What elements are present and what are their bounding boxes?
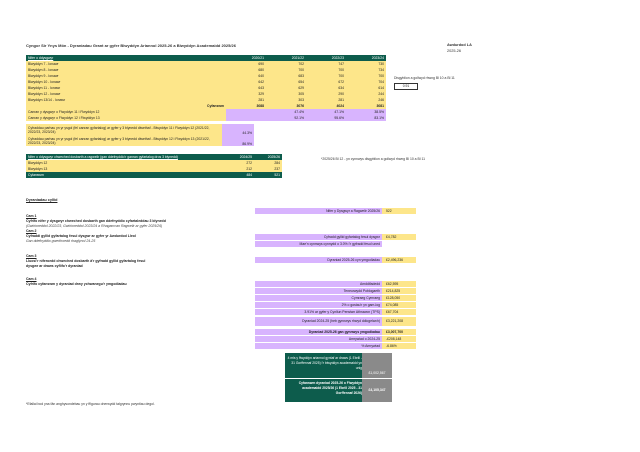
cell: 38.5%	[346, 109, 386, 115]
kv-value: £4,782	[382, 234, 416, 240]
step-1-values	[255, 208, 416, 215]
step-note: Gan ddefnyddio gwerthoedd rhagfynol 24-25	[26, 239, 96, 243]
cell: 47.4%	[266, 109, 306, 115]
cell: 3088	[226, 103, 266, 109]
total-label: Cyfanswm	[26, 103, 226, 109]
cell: 700	[266, 67, 306, 73]
cell: 680	[226, 67, 266, 73]
cell: 683	[266, 73, 306, 79]
kv-value: £62,595	[382, 281, 416, 287]
row-label: Cyfraddau parhau yn yr ysgol (fel canran gyfartalog) ar gyfer y 3 blynedd diwethaf - Blwyddyn 11 i Flwyddyn 12 (2021/22, 2022/23, 2023/24)	[26, 124, 222, 135]
header-year: 2025/26	[254, 154, 282, 160]
kv-key: Dyraniad 2025-26 cyn ymgodiadau	[255, 257, 382, 263]
step-2	[26, 229, 226, 244]
step-3	[26, 254, 156, 269]
table-header	[26, 154, 282, 160]
cell: 654	[266, 79, 306, 85]
projection-table	[26, 154, 282, 178]
row-label: Blwyddyn 13	[26, 166, 226, 172]
kv-value: £74,085	[382, 302, 416, 308]
cell: 237	[254, 166, 282, 172]
kv-key: Cymraeg Cymraeg	[255, 295, 382, 301]
row-label: Blwyddyn 9 - Ionawr	[26, 73, 226, 79]
kv-row	[255, 309, 416, 315]
row-label: Blwyddyn 13/14 - Ionawr	[26, 97, 226, 103]
cell: 212	[226, 166, 254, 172]
page-title: Cyngor Sir Ynys Môn - Dyraniadau Grant ar gyfer Blwyddyn Ariannol 2025-26 a Blwyddyn Academaidd 2025/26	[26, 43, 236, 48]
row-label: Blwyddyn 8 - Ionawr	[26, 67, 226, 73]
step-description: Cyfraddi gyllid gyfartalog fesul dysgwr ar gyfer yr Awdurdod Lleol	[26, 234, 136, 238]
kv-value: 522	[382, 208, 416, 214]
kv-row	[255, 257, 416, 263]
cell: 640	[226, 73, 266, 79]
cell: 614	[346, 85, 386, 91]
total-allocation-value: £4,105,347	[362, 379, 392, 402]
step-heading: Cam 1	[26, 214, 37, 218]
cell: 86.9%	[222, 135, 254, 146]
cell: 521	[254, 172, 282, 178]
cell: 281	[226, 97, 266, 103]
cell: 303	[266, 97, 306, 103]
kv-row	[255, 336, 416, 342]
cell: 672	[306, 79, 346, 85]
row-label: Canran y dysgwyr o Flwyddyn 12 i Flwyddyn 13	[26, 115, 226, 121]
header-year: 2020/21	[226, 55, 266, 61]
kv-row	[255, 288, 416, 294]
step-3-values	[255, 257, 416, 264]
cell: 3081	[346, 103, 386, 109]
cell: 290	[306, 91, 346, 97]
kv-value: -6.86%	[382, 343, 416, 349]
row-label: Blwyddyn 10 - Ionawr	[26, 79, 226, 85]
kv-key: 3.91% ar gyfer y Cynllun Pensiwn Athrawon (TPS)	[255, 309, 382, 315]
kv-value: £67,704	[382, 309, 416, 315]
header-year: 2021/22	[266, 55, 306, 61]
kv-key: Amddifadedd	[255, 281, 382, 287]
header-label: Nifer o ddysgwyr chweched dosbarth a ragwelir (gan ddefnyddio'r ganran gyfartalog dros 3 blynedd)	[26, 154, 226, 160]
kv-key: Mae'n cynnwys cynnydd o 3.0% i'r gyfradd fesul uned	[255, 241, 382, 247]
cell: 272	[226, 160, 254, 166]
row-label: Cyfraddau parhau yn yr ysgol (fel canran gyfartalog) ar gyfer y 3 blynedd diwethaf - Blwyddyn 12 i Flwyddyn 13 (2021/22, 2022/23, 2023/24)	[26, 135, 222, 146]
authority-label: Awdurdod LA	[447, 43, 472, 47]
kv-value: -£208,148	[382, 336, 416, 342]
cell: 643	[226, 85, 266, 91]
kv-key: % Amrywiad	[255, 343, 382, 349]
section-title: Dyraniadau cyllid	[26, 198, 58, 202]
cell: 484	[226, 172, 254, 178]
cell: 95.6%	[306, 115, 346, 121]
projection-note: *2025/26 Bl 12 - yn cynnwys disgyblion a gollwyd rhwng Bl 10 a Bl 11	[321, 157, 425, 161]
four-month-value: £1,002,567	[362, 353, 392, 378]
cell: 284	[254, 160, 282, 166]
cell: 47.1%	[306, 109, 346, 115]
kv-row	[255, 343, 416, 349]
cell: 747	[306, 61, 346, 67]
row-label: Blwyddyn 7 - Ionawr	[26, 61, 226, 67]
kv-row	[255, 208, 416, 214]
cell: 246	[346, 97, 386, 103]
step-description: Cyfrifo nifer y dysgwyr chweched dosbarth gan ddefnyddio cyfartaleddau 3 blynedd	[26, 219, 166, 223]
total-row	[26, 172, 282, 178]
total-label: Cyfanswm	[26, 172, 226, 178]
kv-key: Amrywiad o 2024-25	[255, 336, 382, 342]
cell: 690	[226, 61, 266, 67]
kv-row	[255, 295, 416, 301]
cell: 730	[346, 61, 386, 67]
step-heading: Cam 4	[26, 277, 37, 281]
authority-year: 2025-26	[447, 49, 461, 53]
kv-row	[255, 241, 416, 247]
footnote: *Efallai bod yna fân anghysondebau yn y ffigurau oherwydd talgrynnu pwyntiau degol.	[26, 402, 155, 406]
cell: 634	[306, 85, 346, 91]
allocation-summary	[255, 317, 416, 350]
header-year: 2022/23	[306, 55, 346, 61]
table-row	[26, 124, 254, 135]
kv-value: £3,221,208	[382, 317, 416, 326]
cell: 329	[226, 91, 266, 97]
kv-row	[255, 302, 416, 308]
step-description: Lluosi'r niferoedd chweched dosbarth â'r gyfradd gyllid gyfartalog fesul dysgwr ar draws cyflifo'r dyraniad	[26, 259, 146, 268]
header-label: Nifer o ddysgwyr	[26, 55, 226, 61]
kv-value: £128,050	[382, 295, 416, 301]
kv-row	[255, 317, 416, 326]
total-allocation-label: Cyfanswm dyraniad 2025-26 o Flwyddyn academaidd 2025/26 (1 Ebrill 2025 - 31 Gorffennaf 2026)	[285, 379, 364, 402]
cell: 642	[226, 79, 266, 85]
kv-value: £3,007,700	[382, 329, 416, 335]
row-label: Blwyddyn 11 - Ionawr	[26, 85, 226, 91]
lost-pupils-ratio: 0.91	[394, 83, 418, 90]
kv-key: Nifer y Dysgwyr a Ragwelir 2025/26	[255, 208, 382, 214]
row-label: Canran y dysgwyr o Flwyddyn 11 i Flwyddyn 12	[26, 109, 226, 115]
step-4-values	[255, 281, 416, 316]
cell: 704	[346, 79, 386, 85]
kv-row	[255, 281, 416, 287]
cell: 700	[306, 67, 346, 73]
ratio-row	[26, 115, 386, 121]
step-4	[26, 277, 226, 287]
header-year: 2023/24	[346, 55, 386, 61]
cell: 305	[266, 91, 306, 97]
cell: 700	[346, 73, 386, 79]
kv-value: £2,496,236	[382, 257, 416, 263]
kv-row	[255, 329, 416, 335]
table-row	[26, 135, 254, 146]
step-description: Cyfrifo cyfanswm y dyraniad drwy ychwanegu'r ymgodiadau	[26, 282, 127, 286]
cell: 629	[266, 85, 306, 91]
cell: 92.1%	[266, 115, 306, 121]
four-month-label: 4 mis y flwyddyn ariannol gyntaf ar draws (1 Ebrill - 31 Gorffennaf 2025) i'r blwyddyn academaidd yn unig	[285, 353, 364, 378]
lost-pupils-note: Disgyblion a gollwyd rhwng Bl 10 a Bl 11	[394, 76, 455, 80]
cell: 244	[346, 91, 386, 97]
cell: 281	[306, 97, 346, 103]
header-year: 2024/25	[226, 154, 254, 160]
step-1	[26, 214, 226, 229]
row-label: Blwyddyn 12	[26, 160, 226, 166]
kv-key: Teneurwydd Poblogaeth	[255, 288, 382, 294]
cell	[226, 115, 266, 121]
step-note: (Gwirioneddol 2022/23, Gwirioneddol 2023/24 a Rhagamcan Ragwelir ar gyfer 2025/26)	[26, 224, 163, 228]
cell: 700	[306, 73, 346, 79]
row-label: Blwyddyn 12 - Ionawr	[26, 91, 226, 97]
step-heading: Cam 2	[26, 229, 37, 233]
kv-key: 2% o gostau'r yn gam-log	[255, 302, 382, 308]
kv-value: £214,825	[382, 288, 416, 294]
cell: 44.3%	[222, 124, 254, 135]
cell: 3076	[266, 103, 306, 109]
cell: 702	[266, 61, 306, 67]
pupil-numbers-table	[26, 55, 386, 121]
kv-key: Cyfradd gyllid gyfartalog fesul dysgwr	[255, 234, 382, 240]
step-heading: Cam 3	[26, 254, 37, 258]
cell: 4024	[306, 103, 346, 109]
kv-row	[255, 234, 416, 240]
cell: 83.1%	[346, 115, 386, 121]
kv-key: Dyraniad 2025-26 gan gynnwys ymgodiadau	[255, 329, 382, 335]
authority-block	[447, 42, 472, 54]
cell: 734	[346, 67, 386, 73]
continuation-rates-table	[26, 124, 254, 146]
step-2-values	[255, 234, 416, 248]
kv-key: Dyraniad 2024-25 (heb gynnwys rhwyd ddiogelwch)	[255, 317, 382, 326]
